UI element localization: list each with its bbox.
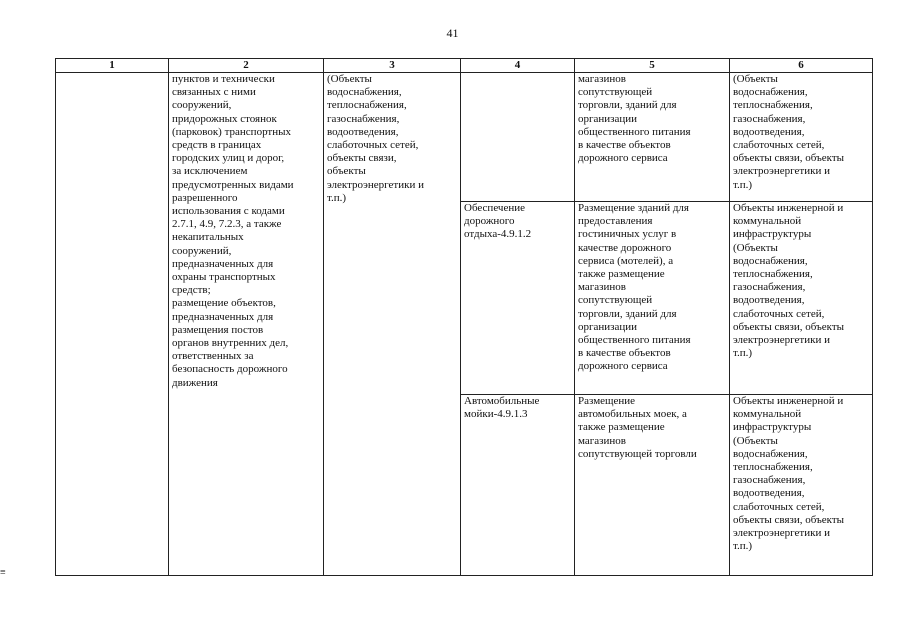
row-2-col-5 <box>575 202 730 395</box>
cell-text-line: дорожного сервиса <box>578 360 668 373</box>
cell-text-line: городских улиц и дорог, <box>172 152 285 165</box>
cell-text-line: водоснабжения, <box>733 254 808 267</box>
cell-text-line: слаботочных сетей, <box>733 500 825 513</box>
cell-text-line: также размещение <box>578 268 665 281</box>
cell-text-line: (Объекты <box>733 73 778 85</box>
cell-text-line: слаботочных сетей, <box>327 139 419 152</box>
header-col-4: 4 <box>461 59 575 73</box>
cell-text-line: ответственных за <box>172 350 254 363</box>
cell-text-line: электроэнергетики и <box>733 527 830 540</box>
cell-text-line: организации <box>578 112 638 125</box>
cell-text-line: объекты связи, объекты <box>733 513 845 526</box>
cell-text-line: предназначенных для <box>172 257 274 270</box>
cell-text-line: охраны транспортных <box>172 271 276 284</box>
row-2-col-4 <box>461 202 575 395</box>
cell-text-line: водоотведения, <box>327 125 399 138</box>
row-3-col-4 <box>461 395 575 576</box>
cell-text-line: Размещение <box>578 395 636 407</box>
row-2-col-6 <box>730 202 873 395</box>
cell-text-line: теплоснабжения, <box>733 268 813 281</box>
cell-text-line: коммунальной <box>733 408 802 421</box>
cell-text-line: коммунальной <box>733 215 802 228</box>
cell-text-line: т.п.) <box>733 540 753 553</box>
cell-text-line: за исключением <box>172 165 248 178</box>
header-col-1: 1 <box>56 59 169 73</box>
cell-text-line: 2.7.1, 4.9, 7.2.3, а также <box>172 218 282 231</box>
cell-text-line: водоотведения, <box>733 294 805 307</box>
cell-text-line: сопутствующей торговли <box>578 447 697 460</box>
cell-text-line: дорожного <box>464 215 515 228</box>
cell-text-line: водоснабжения, <box>733 447 808 460</box>
cell-text-line: электроэнергетики и <box>733 165 830 178</box>
cell-text-line: организации <box>578 320 638 333</box>
cell-text-line: инфраструктуры <box>733 421 812 434</box>
cell-text-line: объекты <box>327 165 366 178</box>
cell-text-line: газоснабжения, <box>327 112 400 125</box>
cell-text-line: предназначенных для <box>172 310 274 323</box>
cell-text-line: объекты связи, объекты <box>733 320 845 333</box>
header-col-6: 6 <box>730 59 873 73</box>
cell-text-line: магазинов <box>578 73 626 85</box>
cell-text-line: водоснабжения, <box>327 86 402 99</box>
cell-text-line: т.п.) <box>733 178 753 191</box>
cell-text-line: слаботочных сетей, <box>733 139 825 152</box>
cell-col-1 <box>56 73 169 576</box>
cell-text-line: Объекты инженерной и <box>733 395 844 407</box>
cell-text-line: некапитальных <box>172 231 244 244</box>
cell-text-line: автомобильных моек, а <box>578 408 687 421</box>
cell-text-line: размещения постов <box>172 323 264 336</box>
cell-text-line: органов внутренних дел, <box>172 337 289 350</box>
cell-text-line: общественного питания <box>578 334 691 347</box>
cell-text-line: Автомобильные <box>464 395 540 407</box>
cell-text-line: объекты связи, <box>327 152 397 165</box>
cell-text-line: (парковок) транспортных <box>172 125 292 138</box>
cell-text-line: предоставления <box>578 215 653 228</box>
row-1-col-6 <box>730 73 873 202</box>
cell-text-line: придорожных стоянок <box>172 112 277 125</box>
cell-text-line: водоотведения, <box>733 487 805 500</box>
cell-text-line: Обеспечение <box>464 202 525 214</box>
cell-text-line: электроэнергетики и <box>733 334 830 347</box>
land-use-table <box>55 58 873 576</box>
cell-col-2 <box>169 73 324 576</box>
cell-text-line: теплоснабжения, <box>733 99 813 112</box>
cell-text-line: Размещение зданий для <box>578 202 689 214</box>
cell-text-line: Объекты инженерной и <box>733 202 844 214</box>
row-3-col-6 <box>730 395 873 576</box>
cell-text-line: (Объекты <box>733 241 778 254</box>
cell-text-line: в качестве объектов <box>578 347 671 360</box>
cell-text-line: водоснабжения, <box>733 86 808 99</box>
cell-text-line: (Объекты <box>327 73 372 85</box>
cell-text-line: качестве дорожного <box>578 241 672 254</box>
cell-text-line: магазинов <box>578 281 626 294</box>
row-1-col-4 <box>461 73 575 202</box>
header-col-5: 5 <box>575 59 730 73</box>
cell-text-line: т.п.) <box>327 191 347 204</box>
row-1-col-5 <box>575 73 730 202</box>
cell-text-line: дорожного сервиса <box>578 152 668 165</box>
cell-text-line: средств; <box>172 284 211 297</box>
table-row <box>56 73 873 202</box>
cell-text-line: безопасность дорожного <box>172 363 288 376</box>
cell-text-line: сооружений, <box>172 244 232 257</box>
cell-text-line: также размещение <box>578 421 665 434</box>
cell-text-line: разрешенного <box>172 191 238 204</box>
cell-text-line: т.п.) <box>733 347 753 360</box>
cell-text-line: сервиса (мотелей), а <box>578 254 674 267</box>
cell-text-line: инфраструктуры <box>733 228 812 241</box>
cell-text-line: водоотведения, <box>733 125 805 138</box>
cell-text-line: электроэнергетики и <box>327 178 424 191</box>
cell-text-line: связанных с ними <box>172 86 256 99</box>
cell-col-3 <box>324 73 461 576</box>
cell-text-line: магазинов <box>578 434 626 447</box>
row-3-col-5 <box>575 395 730 576</box>
cell-text-line: мойки-4.9.1.3 <box>464 408 528 421</box>
cell-text-line: в качестве объектов <box>578 139 671 152</box>
cell-text-line: слаботочных сетей, <box>733 307 825 320</box>
cell-text-line: теплоснабжения, <box>733 461 813 474</box>
page-number: 41 <box>446 26 459 40</box>
header-col-3: 3 <box>324 59 461 73</box>
cell-text-line: газоснабжения, <box>733 474 806 487</box>
cell-text-line: сооружений, <box>172 99 232 112</box>
table-header-row <box>56 59 873 73</box>
cell-text-line: гостиничных услуг в <box>578 228 677 241</box>
cell-text-line: движения <box>172 376 218 389</box>
cell-text-line: пунктов и технически <box>172 73 275 85</box>
cell-text-line: газоснабжения, <box>733 281 806 294</box>
cell-text-line: использования с кодами <box>172 205 285 218</box>
cell-text-line: сопутствующей <box>578 86 653 99</box>
cell-text-line: предусмотренных видами <box>172 178 294 191</box>
cell-text-line: средств в границах <box>172 139 262 152</box>
cell-text-line: отдыха-4.9.1.2 <box>464 228 532 241</box>
margin-mark: ≡ <box>0 567 6 578</box>
cell-text-line: объекты связи, объекты <box>733 152 845 165</box>
cell-text-line: теплоснабжения, <box>327 99 407 112</box>
cell-text-line: (Объекты <box>733 434 778 447</box>
cell-text-line: общественного питания <box>578 125 691 138</box>
cell-text-line: размещение объектов, <box>172 297 276 310</box>
cell-text-line: сопутствующей <box>578 294 653 307</box>
cell-text-line: торговли, зданий для <box>578 307 677 320</box>
cell-text-line: газоснабжения, <box>733 112 806 125</box>
header-col-2: 2 <box>169 59 324 73</box>
cell-text-line: торговли, зданий для <box>578 99 677 112</box>
